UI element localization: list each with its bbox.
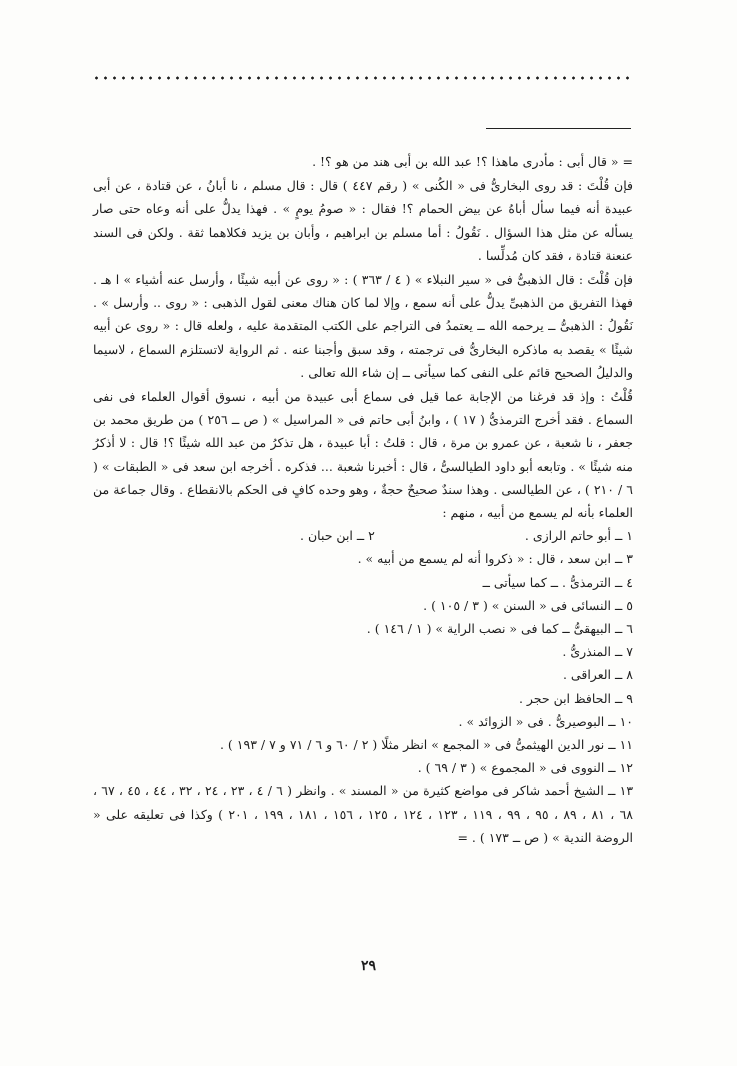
list-item: ٤ ــ الترمذىُّ . ــ كما سيأتى ــ	[482, 574, 633, 590]
footnote-paragraph: فإن قُلْتَ : قد روى البخارىُّ فى « الكُنى » ( رقم ٤٤٧ ) قال : قال مسلم ، نا أبانُ ، عن قتادة ، عن أبى عبيدة أنه فيما سأل أباهُ عن بيض الحمام ؟! فقال : « صومُ يومٍ » . فهذا يدلُّ على أنه وعاه حتى صار يسأله عن مثل هذا السؤال . نَقُولُ : أما مسلم بن ابراهيم ، وأبان بن يزيد فكلاهما ثقة . ولكن فى السند عنعنة قتادة ، فقد كان مُدلِّسا .	[93, 178, 633, 263]
footnote-paragraph: ١٣ ــ الشيخ أحمد شاكر فى مواضع كثيرة من « المسند » . وانظر ( ٦ / ٤ ، ٢٣ ، ٢٤ ، ٣٢ ، ٤٤ ، ٤٥ ، ٦٧ ، ٦٨ ، ٨١ ، ٨٩ ، ٩٥ ، ٩٩ ، ١١٩ ، ١٢٣ ، ١٢٤ ، ١٢٥ ، ١٥٦ ، ١٨١ ، ١٩٩ ، ٢٠١ ) وكذا فى تعليقه على « الروضة الندية » ( ص ــ ١٧٣ ) . =	[93, 783, 634, 845]
footnote-paragraph: فإن قُلْتَ : قال الذهبىُّ فى « سير النبلاء » ( ٤ / ٣٦٣ ) : « روى عن أبيه شيئًا ، وأرسل عنه أشياء » ا هـ . فهذا التفريق من الذهبىِّ يدلُّ على أنه سمع ، وإلا لما كان هناك معنى لقول الذهبى : « روى .. وأرسل » . نَقُولُ : الذهبىُّ ــ يرحمه الله ــ يعتمدُ فى التراجم على الكتب المتقدمة عليه ، ولعله قال : « روى عن أبيه شيئًا » يقصد به ماذكره البخارىُّ فى ترجمته ، وقد سبق وأجبنا عنه . ثم الرواية لاتستلزم السماع ، لاسيما والدليلُ الصحيح قائم على النفى كما سيأتى ــ إن شاء الله تعالى .	[93, 272, 633, 380]
list-item: ٩ ــ الحافظ ابن حجر .	[518, 690, 633, 706]
list-item: ٥ ــ النسائى فى « السنن » ( ٣ / ١٠٥ ) .	[423, 597, 633, 613]
list-item: ١ ــ أبو حاتم الرازى .٢ ــ ابن حبان .	[93, 524, 633, 547]
footnote-paragraph: قُلْتُ : وإذ قد فرغنا من الإجابة عما قيل فى سماع أبى عبيدة من أبيه ، نسوق أقوال العلماء فى نفى السماع . فقد أخرج الترمذىُّ ( ١٧ ) ، وابنُ أبى حاتم فى « المراسيل » ( ص ــ ٢٥٦ ) من طريق محمد بن جعفر ، نا شعبة ، عن عمرو بن مرة ، قال : قلتُ : أبا عبيدة ، هل تذكرُ من عبد الله شيئًا ؟! قال : لا أذكرُ منه شيئًا » . وتابعه أبو داود الطيالسىُّ ، قال : أخبرنا شعبة ... فذكره . أخرجه ابن سعد فى « الطبقات » ( ٦ / ٢١٠ ) ، عن الطيالسى . وهذا سندٌ صحيحٌ حجةٌ ، وهو وحده كافٍ فى الحكم بالانقطاع . وقال جماعة من العلماء بأنه لم يسمع من أبيه ، منهم :	[93, 389, 633, 521]
dotted-separator	[92, 76, 630, 80]
list-item: ١٠ ــ البوصيرىُّ . فى « الزوائد » .	[458, 713, 633, 729]
list-item: ١١ ــ نور الدين الهيثمىُّ فى « المجمع » انظر مثلًا ( ٢ / ٦٠ و ٦ / ٧١ و ٧ / ١٩٣ ) .	[219, 737, 633, 753]
list-item: ٨ ــ العراقى .	[562, 667, 633, 683]
list-item: ٧ ــ المنذرىُّ .	[562, 644, 633, 660]
footnote-body	[93, 150, 633, 849]
list-item-side: ٢ ــ ابن حبان .	[300, 528, 375, 544]
list-item: ١٢ ــ النووى فى « المجموع » ( ٣ / ٦٩ ) .	[417, 760, 633, 776]
list-item: ٣ ــ ابن سعد ، قال : « ذكروا أنه لم يسمع من أبيه » .	[357, 551, 633, 567]
scholars-list	[93, 524, 633, 779]
footnote-rule	[486, 128, 631, 129]
page-number: ٢٩	[360, 958, 377, 974]
list-item: ٦ ــ البيهقىُّ ــ كما فى « نصب الراية » ( ١ / ١٤٦ ) .	[366, 621, 633, 637]
footnote-continuation: = « قال أبى : مأدرى ماهذا ؟! عبد الله بن أبى هند من هو ؟! .	[312, 154, 633, 169]
